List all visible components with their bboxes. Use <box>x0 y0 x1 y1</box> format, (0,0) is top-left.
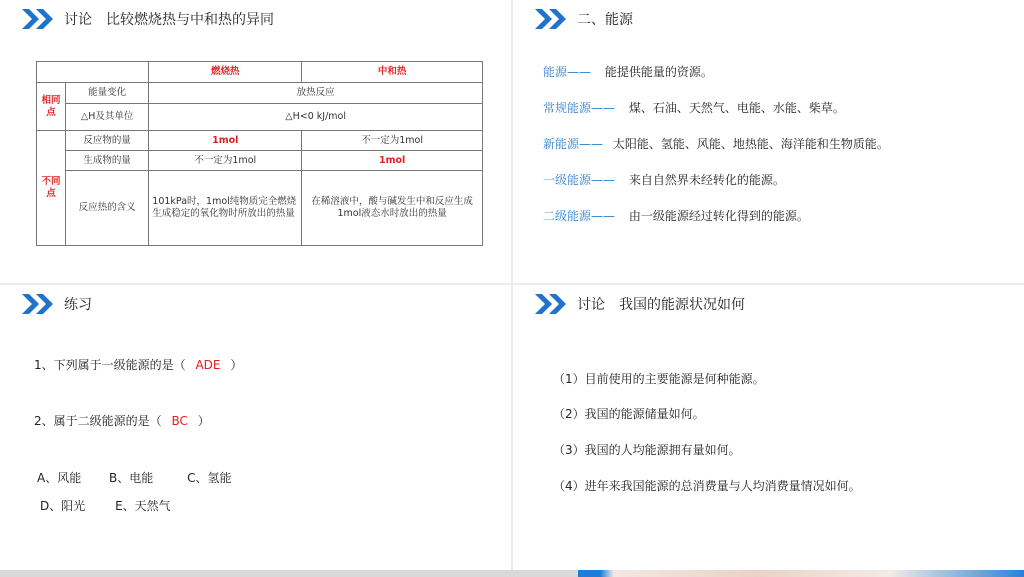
same-label: 相同点 <box>37 83 66 131</box>
definition-desc: 来自自然界未经转化的能源。 <box>628 173 785 187</box>
row-label: 反应热的含义 <box>66 171 149 246</box>
definition-term: 能源—— <box>543 65 592 79</box>
option: E、天然气 <box>115 499 171 513</box>
definition-term: 一级能源—— <box>543 173 616 187</box>
row-label: 反应物的量 <box>66 131 149 151</box>
table-row <box>37 131 483 151</box>
definition-line <box>543 135 889 152</box>
panel-energy <box>513 0 1024 283</box>
discussion-question: （3）我国的人均能源拥有量如何。 <box>553 443 741 457</box>
panel-title: 讨论 我国的能源状况如何 <box>577 297 745 313</box>
question-close: ） <box>197 414 210 428</box>
question-close: ） <box>230 358 243 372</box>
panel-header <box>535 294 745 314</box>
definition-term: 二级能源—— <box>543 209 616 223</box>
definition-line <box>543 63 713 80</box>
cell-combustion: 101kPa时，1mol纯物质完全燃烧生成稳定的氧化物时所放出的热量 <box>149 171 302 246</box>
double-chevron-icon <box>22 9 56 29</box>
cell-neutralization: 不一定为1mol <box>302 131 483 151</box>
question-1 <box>34 356 242 373</box>
discussion-question: （4）进年来我国能源的总消费量与人均消费量情况如何。 <box>553 479 861 493</box>
column-header-neutralization: 中和热 <box>302 62 483 83</box>
panel-exercise <box>0 285 511 570</box>
cell-combustion: 1mol <box>149 131 302 151</box>
merged-cell: 放热反应 <box>149 83 483 104</box>
discussion-question: （2）我国的能源储量如何。 <box>553 407 705 421</box>
panel-comparison <box>0 0 511 283</box>
option: D、阳光 <box>40 499 86 513</box>
diff-label: 不同点 <box>37 131 66 246</box>
table-row <box>37 104 483 131</box>
panel-title: 练习 <box>64 297 92 313</box>
double-chevron-icon <box>535 9 569 29</box>
table-header-row <box>37 62 483 83</box>
definition-desc: 太阳能、氢能、风能、地热能、海洋能和生物质能。 <box>612 137 889 151</box>
merged-cell: △H<0 kJ/mol <box>149 104 483 131</box>
question-text: 1、下列属于一级能源的是（ <box>34 358 186 372</box>
table-row <box>37 83 483 104</box>
option: C、氢能 <box>187 471 232 485</box>
definition-desc: 由一级能源经过转化得到的能源。 <box>628 209 809 223</box>
panel-title: 二、能源 <box>577 12 633 28</box>
question-text: 2、属于二级能源的是（ <box>34 414 162 428</box>
definition-line <box>543 99 845 116</box>
column-header-combustion: 燃烧热 <box>149 62 302 83</box>
table-row <box>37 171 483 246</box>
row-label: 能量变化 <box>66 83 149 104</box>
definition-term: 新能源—— <box>543 137 604 151</box>
double-chevron-icon <box>535 294 569 314</box>
panel-header <box>22 9 274 29</box>
options-row <box>37 469 232 486</box>
panel-energy-status <box>513 285 1024 570</box>
decorative-image-strip <box>578 570 1024 577</box>
panel-header <box>22 294 92 314</box>
table-row <box>37 151 483 171</box>
option: A、风能 <box>37 471 82 485</box>
answer-text: BC <box>171 414 188 428</box>
definition-desc: 煤、石油、天然气、电能、水能、柴草。 <box>628 101 845 115</box>
definition-term: 常规能源—— <box>543 101 616 115</box>
definition-line <box>543 171 785 188</box>
row-label: △H及其单位 <box>66 104 149 131</box>
options-row <box>40 497 171 514</box>
cell-neutralization: 1mol <box>302 151 483 171</box>
panel-header <box>535 9 633 29</box>
definition-line <box>543 207 809 224</box>
discussion-question: （1）目前使用的主要能源是何种能源。 <box>553 372 765 386</box>
table-corner-cell <box>37 62 149 83</box>
panel-title: 讨论 比较燃烧热与中和热的异同 <box>64 12 274 28</box>
option: B、电能 <box>109 471 154 485</box>
cell-combustion: 不一定为1mol <box>149 151 302 171</box>
answer-text: ADE <box>195 358 221 372</box>
definition-desc: 能提供能量的资源。 <box>604 65 713 79</box>
double-chevron-icon <box>22 294 56 314</box>
question-2 <box>34 412 210 429</box>
comparison-table <box>36 61 483 246</box>
cell-neutralization: 在稀溶液中，酸与碱发生中和反应生成1mol液态水时放出的热量 <box>302 171 483 246</box>
row-label: 生成物的量 <box>66 151 149 171</box>
